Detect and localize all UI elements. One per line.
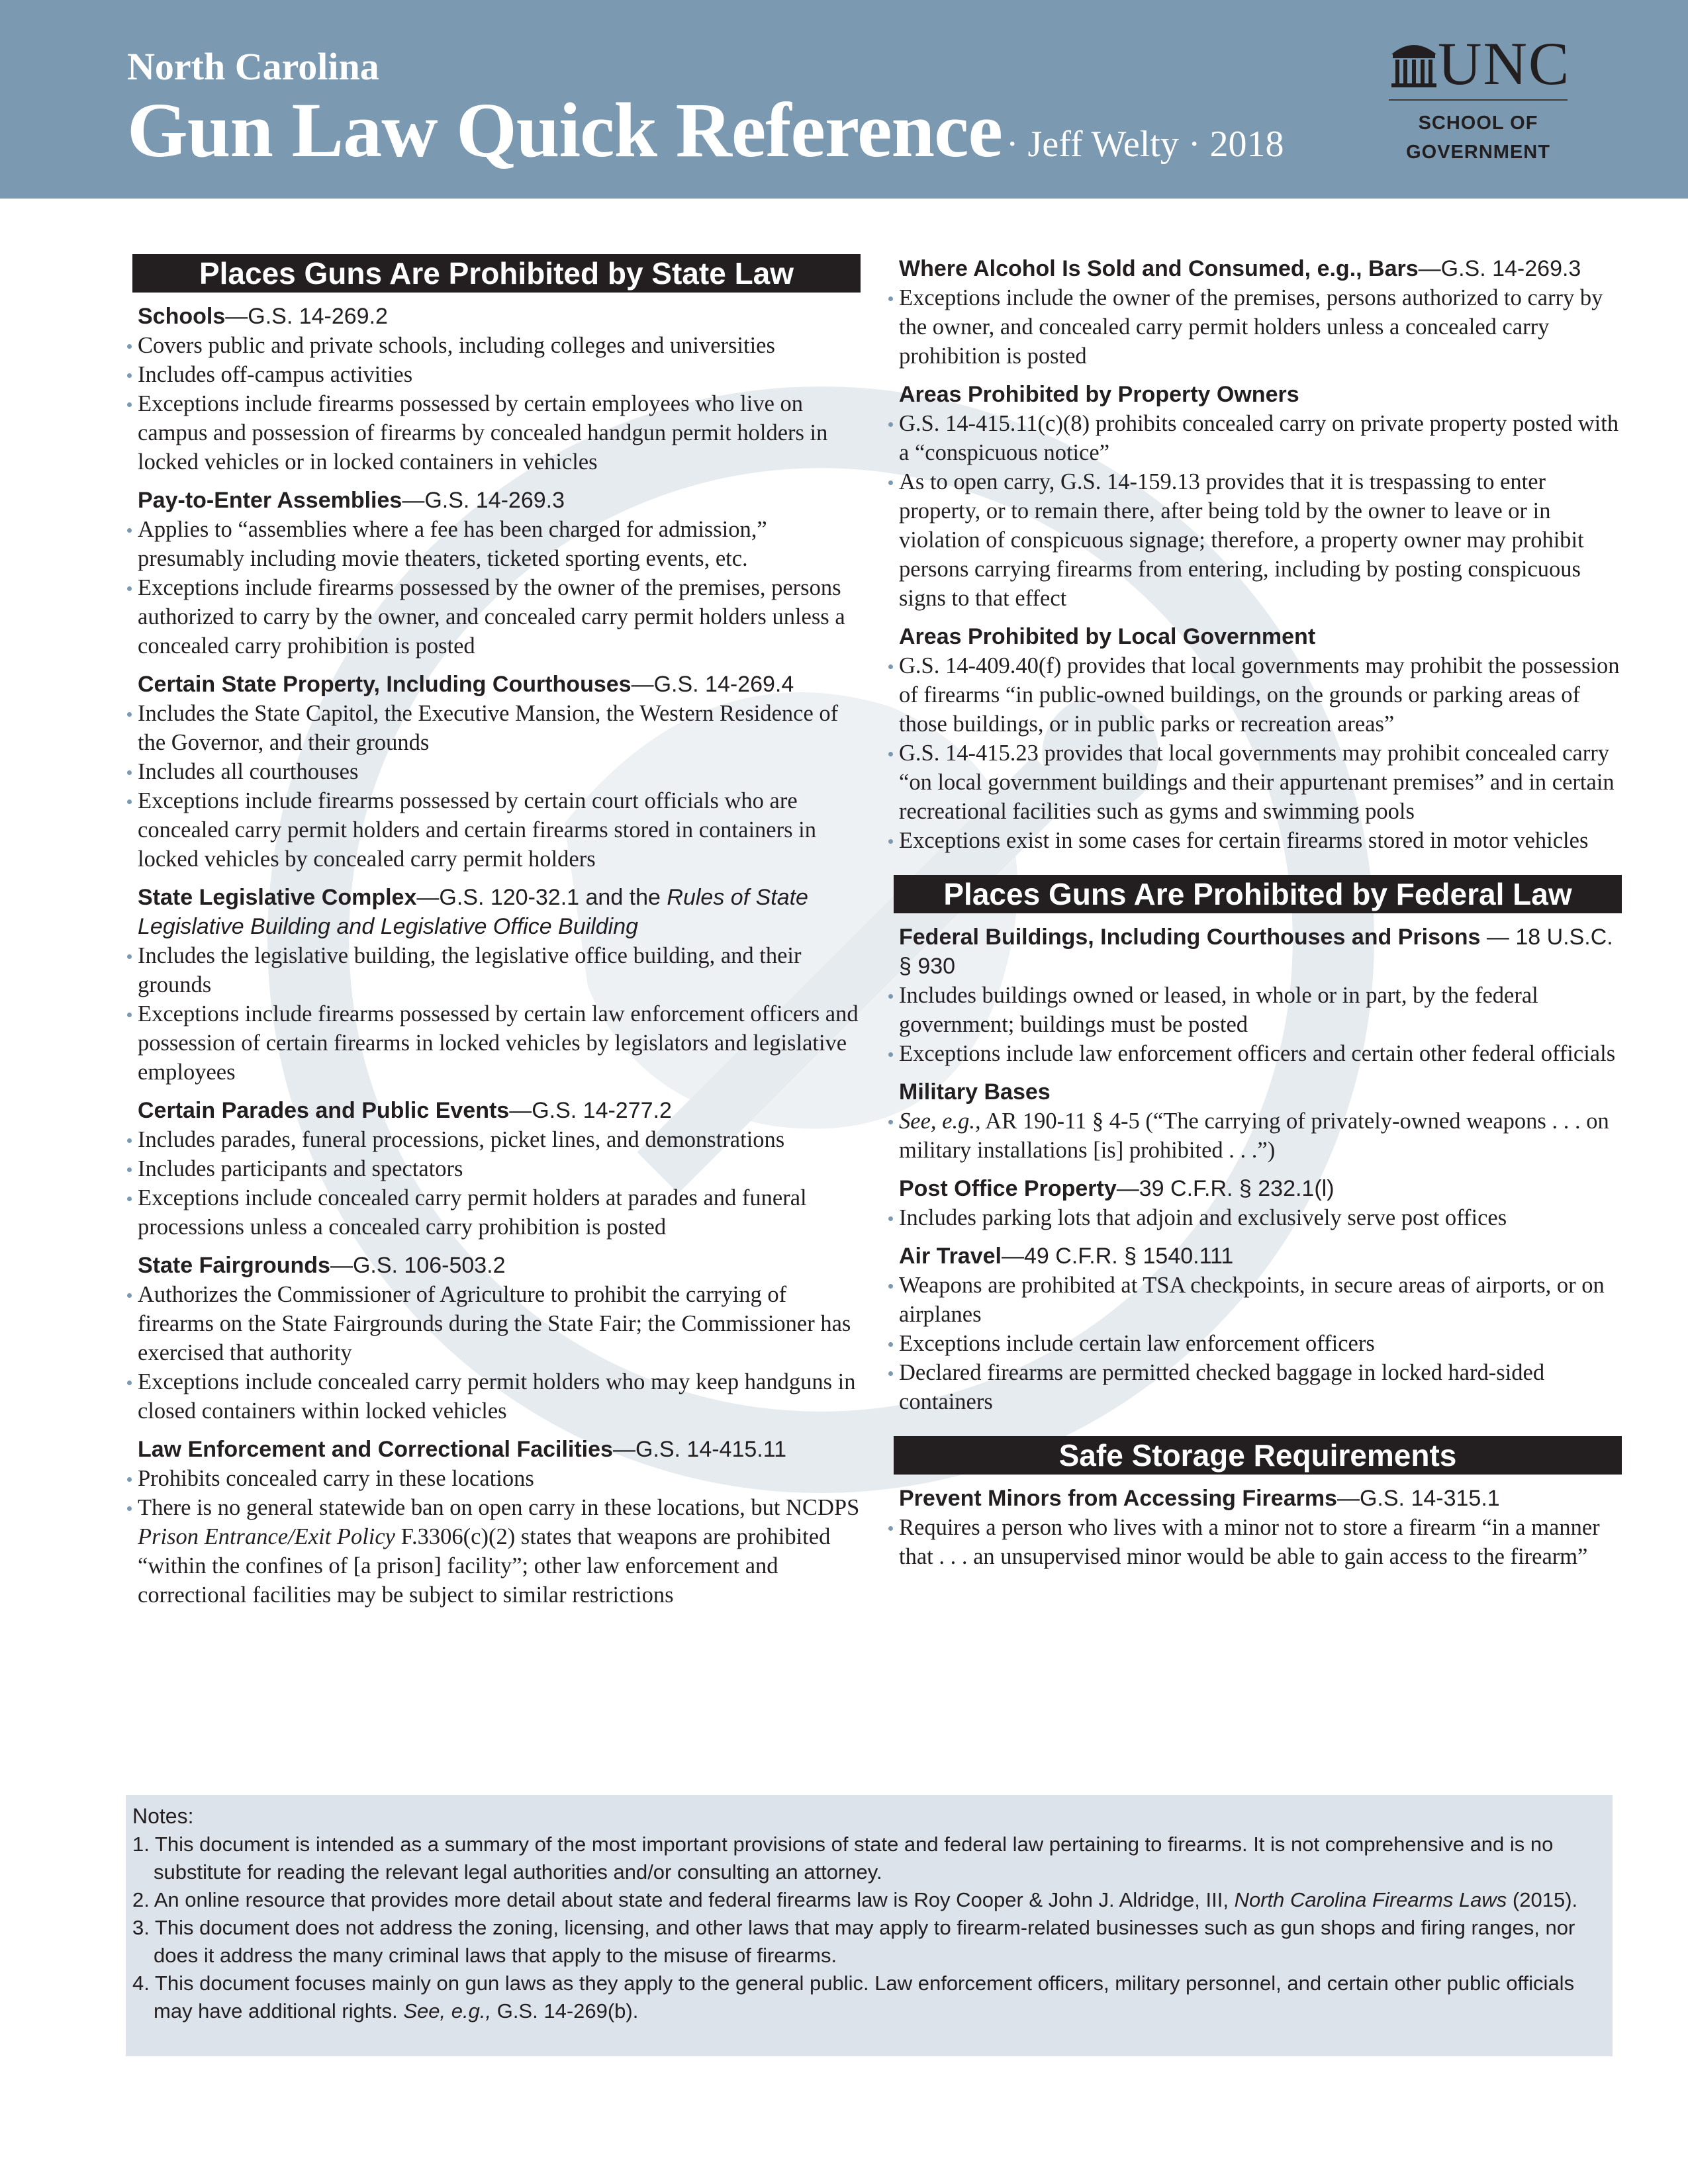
list-item: Includes participants and spectators — [132, 1154, 861, 1183]
item-cite: —G.S. 14-277.2 — [509, 1098, 672, 1123]
item-cite: —G.S. 14-415.11 — [612, 1437, 787, 1462]
logo-line-1: SCHOOL OF — [1418, 113, 1538, 134]
item-cite: —39 C.F.R. § 232.1(l) — [1116, 1176, 1335, 1201]
item-name: Federal Buildings, Including Courthouses and Prisons — [899, 925, 1481, 950]
list-item: Exceptions include concealed carry permit holders who may keep handguns in closed containers within locked vehicles — [132, 1367, 861, 1426]
state-section-heading: Places Guns Are Prohibited by State Law — [132, 254, 861, 293]
item-name: State Fairgrounds — [138, 1253, 330, 1278]
list-item: Requires a person who lives with a minor not to store a firearm “in a manner that . . . an unsupervised minor would be able to gain access to the firearm” — [894, 1513, 1622, 1571]
federal-section-heading: Places Guns Are Prohibited by Federal Law — [894, 875, 1622, 913]
list-item: Includes the State Capitol, the Executive Mansion, the Western Residence of the Governor, and their grounds — [132, 699, 861, 757]
item-cite: —49 C.F.R. § 1540.111 — [1001, 1244, 1234, 1269]
item-cite-italic: Rules of State Legislative Building and Legislative Office Building — [138, 885, 808, 939]
item-cite: —G.S. 14-269.3 — [402, 488, 565, 513]
item-name: Prevent Minors from Accessing Firearms — [899, 1486, 1337, 1511]
item-pay-to-enter — [132, 486, 861, 660]
item-name: Pay-to-Enter Assemblies — [138, 488, 402, 513]
list-item: Exceptions include certain law enforcement officers — [894, 1329, 1622, 1358]
note-item: 2. An online resource that provides more detail about state and federal firearms law is Roy Cooper & John J. Aldridge, III, North Carolina Firearms Laws (2015). — [132, 1888, 1578, 1911]
item-cite: —G.S. 120-32.1 and the — [416, 885, 667, 910]
item-name: Air Travel — [899, 1244, 1002, 1269]
header-byline: · Jeff Welty · 2018 — [1006, 124, 1284, 165]
unc-logo — [1377, 30, 1589, 169]
item-cite: —G.S. 14-269.2 — [225, 304, 388, 329]
item-legislative-complex — [132, 883, 861, 1087]
item-name: Certain Parades and Public Events — [138, 1098, 510, 1123]
item-name: Certain State Property, Including Courthouses — [138, 672, 632, 697]
list-item: Exceptions include law enforcement officers and certain other federal officials — [894, 1039, 1622, 1068]
item-name: Areas Prohibited by Local Government — [899, 624, 1316, 649]
note-item: 3. This document does not address the zoning, licensing, and other laws that may apply to firearm-related businesses such as gun shops and firing ranges, nor does it address the many criminal laws that apply to the misuse of firearms. — [132, 1916, 1575, 1967]
item-cite: — 18 U.S.C. § 930 — [899, 925, 1613, 979]
item-post-office — [894, 1174, 1622, 1232]
item-federal-buildings — [894, 923, 1622, 1068]
header-title-row — [127, 87, 1284, 173]
list-item: Exceptions include firearms possessed by certain court officials who are concealed carry permit holders and certain firearms stored in containers in locked vehicles by concealed carry permit holders — [132, 786, 861, 874]
list-item: Weapons are prohibited at TSA checkpoints, in secure areas of airports, or on airplanes — [894, 1271, 1622, 1329]
item-name: Schools — [138, 304, 226, 329]
list-item: Includes parades, funeral processions, picket lines, and demonstrations — [132, 1125, 861, 1154]
list-item: Includes the legislative building, the legislative office building, and their grounds — [132, 941, 861, 999]
header-subtitle: North Carolina — [127, 45, 379, 88]
item-fairgrounds — [132, 1251, 861, 1426]
list-item: Includes all courthouses — [132, 757, 861, 786]
item-name: Where Alcohol Is Sold and Consumed, e.g., Bars — [899, 256, 1419, 281]
logo-wordmark: UNC — [1438, 30, 1571, 97]
page-title: Gun Law Quick Reference — [127, 87, 1002, 173]
item-schools — [132, 302, 861, 477]
list-item: See, e.g., AR 190-11 § 4-5 (“The carrying of privately-owned weapons . . . on military installations [is] prohibited . . .”) — [894, 1107, 1622, 1165]
item-law-enforcement-facilities — [132, 1435, 861, 1610]
list-item: Declared firearms are permitted checked baggage in locked hard-sided containers — [894, 1358, 1622, 1416]
logo-line-2: GOVERNMENT — [1406, 142, 1550, 163]
logo-divider — [1389, 99, 1568, 101]
item-state-property — [132, 670, 861, 874]
list-item: Includes off-campus activities — [132, 360, 861, 389]
old-well-icon — [1387, 37, 1440, 90]
item-local-government — [894, 622, 1622, 855]
list-item: G.S. 14-415.23 provides that local governments may prohibit concealed carry “on local government buildings and their appurtenant premises” and in certain recreational facilities such as gyms and swimming pools — [894, 739, 1622, 826]
item-name: Areas Prohibited by Property Owners — [899, 382, 1299, 407]
note-item: 4. This document focuses mainly on gun laws as they apply to the general public. Law enforcement officers, military personnel, and certain other public officials may have additional rights. See, e.g., G.S. 14-269(b). — [132, 1972, 1575, 2023]
item-name: Law Enforcement and Correctional Facilities — [138, 1437, 613, 1462]
list-item: Exceptions include firearms possessed by certain employees who live on campus and possession of firearms by concealed handgun permit holders in locked vehicles or in locked containers in vehicles — [132, 389, 861, 477]
item-name: Post Office Property — [899, 1176, 1117, 1201]
list-item: Prohibits concealed carry in these locations — [132, 1464, 861, 1493]
right-column — [894, 254, 1622, 1580]
item-name: State Legislative Complex — [138, 885, 417, 910]
list-item: There is no general statewide ban on open carry in these locations, but NCDPS Prison Entrance/Exit Policy F.3306(c)(2) states that weapons are prohibited “within the confines of [a prison] facility”; other law enforcement and correctional facilities may be subject to similar restrictions — [132, 1493, 861, 1610]
item-cite: —G.S. 14-269.4 — [631, 672, 794, 697]
list-item: Includes buildings owned or leased, in whole or in part, by the federal government; buildings must be posted — [894, 981, 1622, 1039]
item-alcohol — [894, 254, 1622, 371]
item-parades — [132, 1096, 861, 1242]
page-header — [0, 0, 1688, 199]
list-item: Applies to “assemblies where a fee has been charged for admission,” presumably including movie theaters, ticketed sporting events, etc. — [132, 515, 861, 573]
item-military-bases — [894, 1077, 1622, 1165]
notes-box — [126, 1795, 1613, 2056]
item-cite: —G.S. 14-315.1 — [1336, 1486, 1500, 1511]
list-item: Exceptions exist in some cases for certain firearms stored in motor vehicles — [894, 826, 1622, 855]
item-property-owners — [894, 380, 1622, 613]
list-item: Authorizes the Commissioner of Agriculture to prohibit the carrying of firearms on the State Fairgrounds during the State Fair; the Commissioner has exercised that authority — [132, 1280, 861, 1367]
item-cite: —G.S. 106-503.2 — [330, 1253, 506, 1278]
list-item: G.S. 14-415.11(c)(8) prohibits concealed carry on private property posted with a “conspicuous notice” — [894, 409, 1622, 467]
list-item: Exceptions include the owner of the premises, persons authorized to carry by the owner, and concealed carry permit holders unless a concealed carry prohibition is posted — [894, 283, 1622, 371]
item-air-travel — [894, 1242, 1622, 1416]
list-item: Includes parking lots that adjoin and exclusively serve post offices — [894, 1203, 1622, 1232]
item-name: Military Bases — [899, 1079, 1051, 1105]
list-item: As to open carry, G.S. 14-159.13 provides that it is trespassing to enter property, or to remain there, after being told by the owner to leave or in violation of conspicuous signage; therefore, a property owner may prohibit persons carrying firearms from entering, including by posting conspicuous signs to that effect — [894, 467, 1622, 613]
item-minors — [894, 1484, 1622, 1571]
notes-title: Notes: — [132, 1804, 194, 1828]
storage-section-heading: Safe Storage Requirements — [894, 1436, 1622, 1475]
note-item: 1. This document is intended as a summary of the most important provisions of state and federal law pertaining to firearms. It is not comprehensive and is no substitute for reading the relevant legal authorities and/or consulting an attorney. — [132, 1833, 1554, 1884]
list-item: Exceptions include firearms possessed by certain law enforcement officers and possession of certain firearms in locked vehicles by legislators and legislative employees — [132, 999, 861, 1087]
list-item: G.S. 14-409.40(f) provides that local governments may prohibit the possession of firearms “in public-owned buildings, on the grounds or parking areas of those buildings, or in public parks or recreation areas” — [894, 651, 1622, 739]
list-item: Exceptions include firearms possessed by the owner of the premises, persons authorized to carry by the owner, and concealed carry permit holders unless a concealed carry prohibition is posted — [132, 573, 861, 660]
list-item: Covers public and private schools, including colleges and universities — [132, 331, 861, 360]
item-cite: —G.S. 14-269.3 — [1418, 256, 1581, 281]
list-item: Exceptions include concealed carry permit holders at parades and funeral processions unless a concealed carry prohibition is posted — [132, 1183, 861, 1242]
left-column — [132, 254, 861, 1619]
